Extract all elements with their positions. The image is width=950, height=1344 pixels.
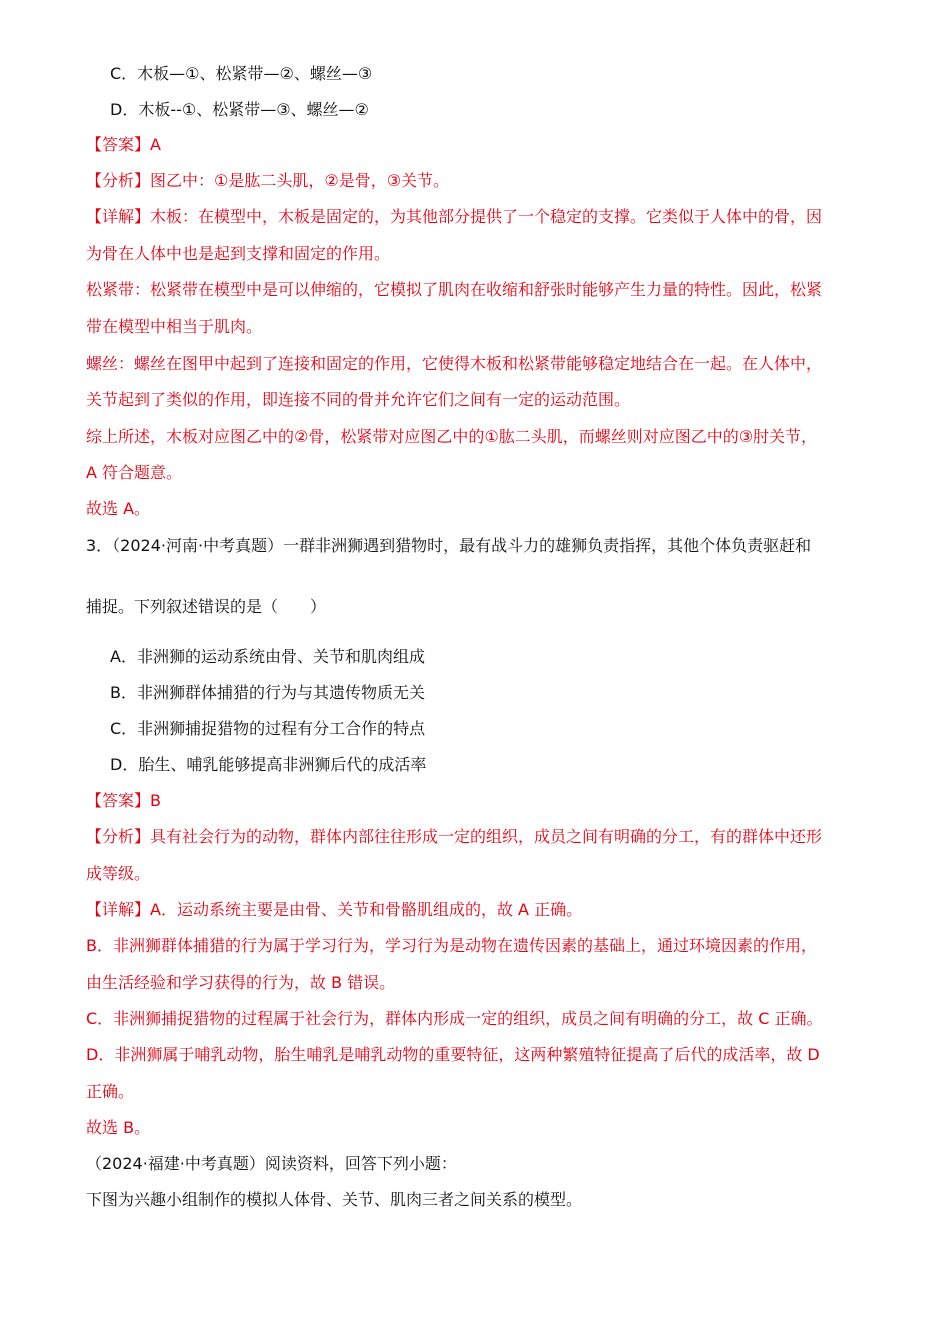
q3-option-a: A．非洲狮的运动系统由骨、关节和肌肉组成	[110, 647, 425, 666]
q2-detail-line-8: A 符合题意。	[86, 463, 183, 482]
q3-detail-line-3: 由生活经验和学习获得的行为，故 B 错误。	[86, 973, 396, 992]
q2-detail-line-3: 松紧带：松紧带在模型中是可以伸缩的，它模拟了肌肉在收缩和舒张时能够产生力量的特性。因此，松紧	[86, 280, 823, 299]
q3-analysis-line-1: 【分析】具有社会行为的动物，群体内部往往形成一定的组织，成员之间有明确的分工，有的群体中还形	[86, 827, 823, 846]
q3-option-d: D．胎生、哺乳能够提高非洲狮后代的成活率	[110, 755, 427, 774]
q3-detail-line-5: D．非洲狮属于哺乳动物，胎生哺乳是哺乳动物的重要特征，这两种繁殖特征提高了后代的成活率，故 D	[86, 1045, 820, 1064]
q2-detail-line-5: 螺丝：螺丝在图甲中起到了连接和固定的作用，它使得木板和松紧带能够稳定地结合在一起。在人体中，	[86, 354, 823, 373]
q3-option-b: B．非洲狮群体捕猎的行为与其遗传物质无关	[110, 683, 425, 702]
q2-conclusion: 故选 A。	[86, 499, 151, 518]
q2-option-c: C．木板—①、松紧带—②、螺丝—③	[110, 64, 373, 83]
q3-detail-line-4: C．非洲狮捕捉猎物的过程属于社会行为，群体内形成一定的组织，成员之间有明确的分工，故 C 正确。	[86, 1009, 823, 1028]
q3-detail-line-1: 【详解】A．运动系统主要是由骨、关节和骨骼肌组成的，故 A 正确。	[86, 900, 583, 919]
q2-answer: 【答案】A	[86, 135, 161, 154]
q3-detail-line-6: 正确。	[86, 1082, 135, 1101]
q3-answer: 【答案】B	[86, 791, 161, 810]
q2-option-d: D．木板--①、松紧带—③、螺丝—②	[110, 100, 369, 119]
q3-conclusion: 故选 B。	[86, 1118, 151, 1137]
q3-analysis-line-2: 成等级。	[86, 864, 151, 883]
q2-detail-line-1: 【详解】木板：在模型中，木板是固定的，为其他部分提供了一个稳定的支撑。它类似于人体中的骨，因	[86, 207, 823, 226]
q2-detail-line-6: 关节起到了类似的作用，即连接不同的骨并允许它们之间有一定的运动范围。	[86, 390, 631, 409]
q3-stem-line-2: 捕捉。下列叙述错误的是（ ）	[86, 597, 327, 616]
q3-detail-line-2: B．非洲狮群体捕猎的行为属于学习行为，学习行为是动物在遗传因素的基础上，通过环境因素的作用，	[86, 936, 817, 955]
q3-stem-line-1: 3．（2024·河南·中考真题）一群非洲狮遇到猎物时，最有战斗力的雄狮负责指挥，其他个体负责驱赶和	[86, 536, 812, 555]
q2-analysis: 【分析】图乙中：①是肱二头肌，②是骨，③关节。	[86, 171, 450, 190]
next-intro: （2024·福建·中考真题）阅读资料，回答下列小题：	[86, 1154, 457, 1173]
q2-detail-line-4: 带在模型中相当于肌肉。	[86, 317, 263, 336]
q3-option-c: C．非洲狮捕捉猎物的过程有分工合作的特点	[110, 719, 426, 738]
q2-detail-line-2: 为骨在人体中也是起到支撑和固定的作用。	[86, 244, 391, 263]
next-material: 下图为兴趣小组制作的模拟人体骨、关节、肌肉三者之间关系的模型。	[86, 1190, 583, 1209]
q2-detail-line-7: 综上所述，木板对应图乙中的②骨，松紧带对应图乙中的①肱二头肌，而螺丝则对应图乙中的③肘关节，	[86, 427, 818, 446]
